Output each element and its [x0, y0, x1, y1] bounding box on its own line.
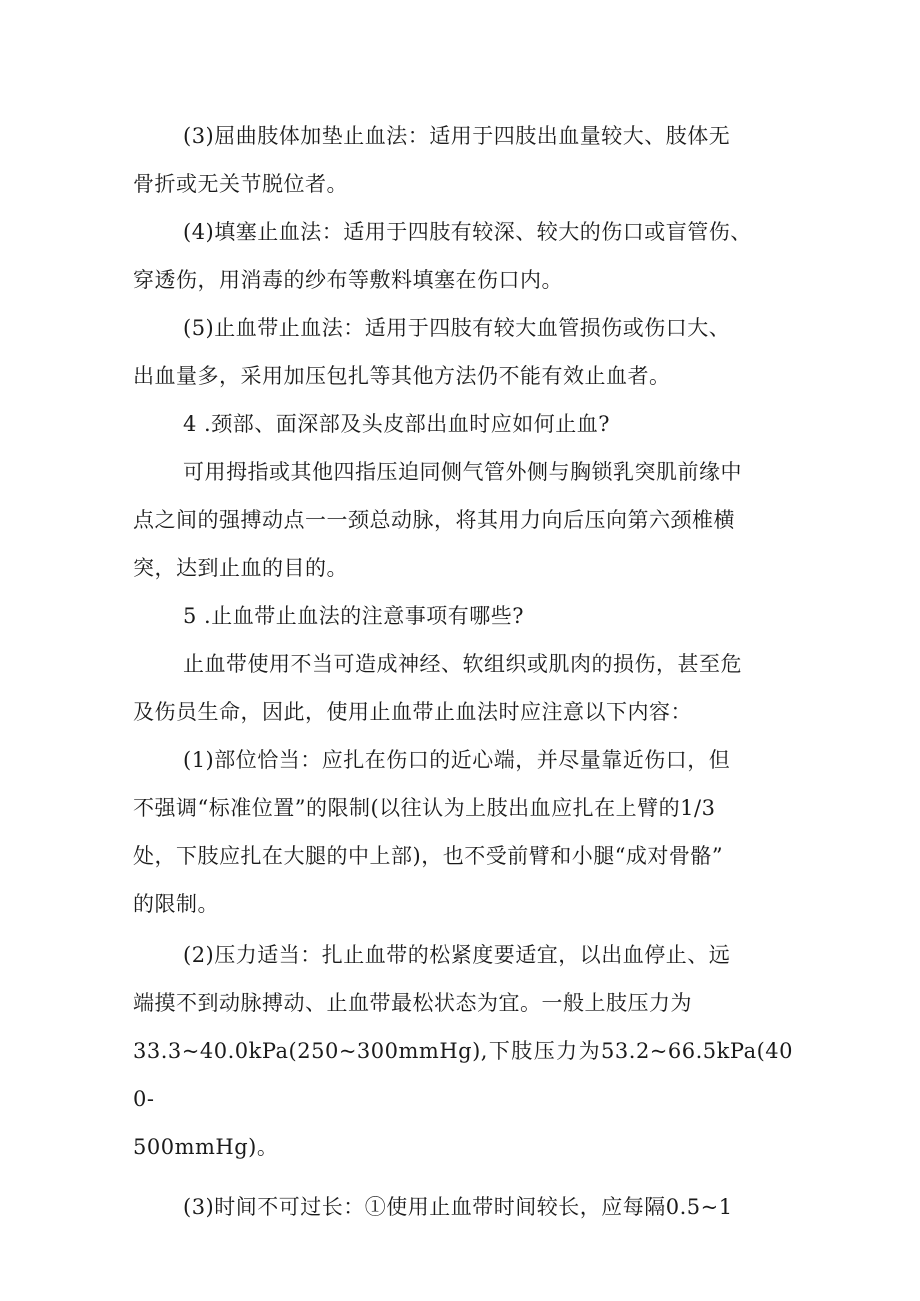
paragraph-line: 处，下肢应扎在大腿的中上部)，也不受前臂和小腿“成对骨骼” [133, 844, 724, 868]
paragraph-line: 500mmHg)。 [133, 1135, 279, 1159]
paragraph-line: 33.3~40.0kPa(250~300mmHg),下肢压力为53.2~66.5kPa(400- [133, 1039, 793, 1111]
paragraph-line: 4 .颈部、面深部及头皮部出血时应如何止血? [183, 412, 610, 436]
paragraph-p4 [133, 448, 793, 592]
paragraph-line: 止血带使用不当可造成神经、软组织或肌肉的损伤，甚至危 [183, 652, 742, 676]
paragraph-p6 [133, 736, 793, 928]
paragraph-line: 突，达到止血的目的。 [133, 556, 348, 580]
paragraph-line: 端摸不到动脉搏动、止血带最松状态为宜。一般上肢压力为 [133, 991, 692, 1015]
paragraph-p1 [133, 112, 793, 208]
document-body [133, 112, 793, 1231]
paragraph-p8 [133, 1183, 793, 1231]
paragraph-line: 及伤员生命，因此，使用止血带止血法时应注意以下内容： [133, 700, 692, 724]
paragraph-line: 5 .止血带止血法的注意事项有哪些? [183, 604, 524, 628]
paragraph-p7 [133, 931, 793, 1171]
paragraph-p5 [133, 640, 793, 736]
paragraph-line: 不强调“标准位置”的限制(以往认为上肢出血应扎在上臂的1/3 [133, 796, 716, 820]
paragraph-q5 [133, 592, 793, 640]
paragraph-line: (1)部位恰当：应扎在伤口的近心端，并尽量靠近伤口，但 [183, 748, 731, 772]
paragraph-line: 穿透伤，用消毒的纱布等敷料填塞在伤口内。 [133, 268, 563, 292]
paragraph-line: (3)时间不可过长：①使用止血带时间较长，应每隔0.5~1 [183, 1195, 733, 1219]
paragraph-line: 骨折或无关节脱位者。 [133, 172, 348, 196]
paragraph-p2 [133, 208, 793, 304]
paragraph-line: 的限制。 [133, 892, 219, 916]
paragraph-q4 [133, 400, 793, 448]
paragraph-line: (3)屈曲肢体加垫止血法：适用于四肢出血量较大、肢体无 [183, 124, 731, 148]
paragraph-line: (5)止血带止血法：适用于四肢有较大血管损伤或伤口大、 [183, 316, 731, 340]
paragraph-line: (2)压力适当：扎止血带的松紧度要适宜，以出血停止、远 [183, 943, 731, 967]
paragraph-line: 可用拇指或其他四指压迫同侧气管外侧与胸锁乳突肌前缘中 [183, 460, 742, 484]
paragraph-p3 [133, 304, 793, 400]
paragraph-line: (4)填塞止血法：适用于四肢有较深、较大的伤口或盲管伤、 [183, 220, 752, 244]
paragraph-line: 点之间的强搏动点一一颈总动脉，将其用力向后压向第六颈椎横 [133, 508, 735, 532]
paragraph-line: 出血量多，采用加压包扎等其他方法仍不能有效止血者。 [133, 364, 671, 388]
